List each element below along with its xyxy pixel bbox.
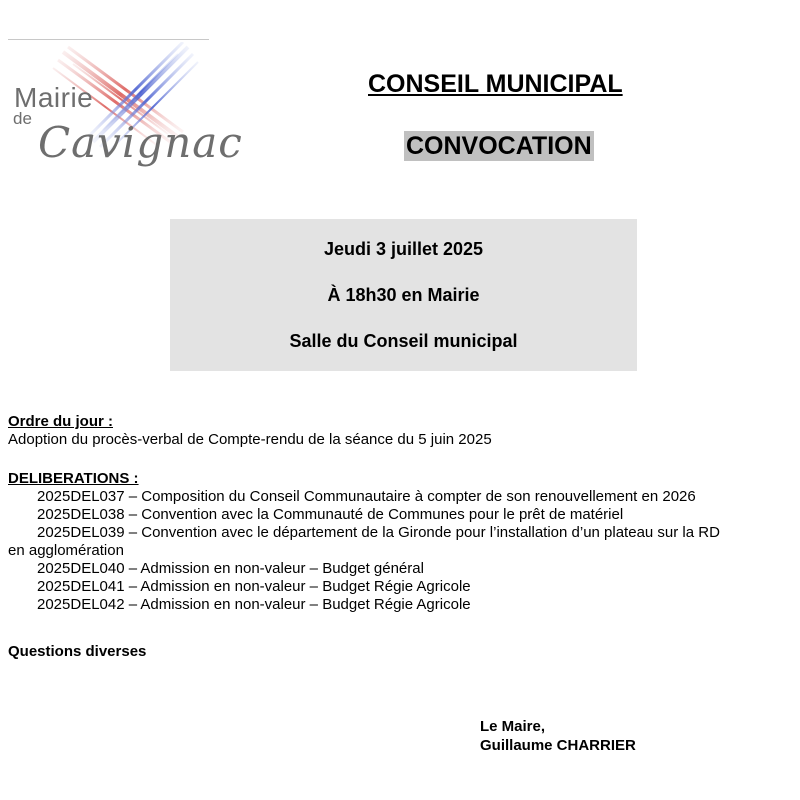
meeting-info-box — [170, 219, 637, 371]
header-divider — [8, 39, 209, 40]
deliberation-item: 2025DEL041 – Admission en non-valeur – Budget Régie Agricole — [37, 578, 471, 595]
deliberation-item: 2025DEL037 – Composition du Conseil Communautaire à compter de son renouvellement en 2026 — [37, 488, 696, 505]
deliberations-list — [8, 488, 797, 614]
agenda-heading: Ordre du jour : — [8, 413, 113, 430]
deliberation-item: 2025DEL040 – Admission en non-valeur – Budget général — [37, 560, 424, 577]
deliberation-item-continuation: en agglomération — [8, 542, 124, 559]
deliberation-item: 2025DEL038 – Convention avec la Communauté de Communes pour le prêt de matériel — [37, 506, 624, 523]
meeting-room: Salle du Conseil municipal — [289, 331, 518, 351]
document-type-label: CONVOCATION — [406, 132, 592, 160]
logo-town-name: Cavignac — [38, 118, 243, 167]
logo-word-mairie: Mairie — [14, 82, 94, 113]
logo-word-de: de — [13, 109, 32, 128]
signature-name: Guillaume CHARRIER — [480, 737, 636, 754]
meeting-date: Jeudi 3 juillet 2025 — [323, 239, 484, 259]
deliberations-heading: DELIBERATIONS : — [8, 470, 139, 487]
agenda-item: Adoption du procès-verbal de Compte-rendu de la séance du 5 juin 2025 — [8, 431, 492, 448]
misc-questions: Questions diverses — [8, 643, 147, 660]
town-logo — [8, 42, 243, 177]
page-title: CONSEIL MUNICIPAL — [368, 70, 623, 98]
meeting-time: À 18h30 en Mairie — [327, 285, 480, 305]
deliberation-item: 2025DEL042 – Admission en non-valeur – Budget Régie Agricole — [37, 596, 471, 613]
deliberation-item: 2025DEL039 – Convention avec le département de la Gironde pour l’installation d’un plateau sur la RD — [37, 524, 720, 541]
signature-title: Le Maire, — [480, 718, 546, 735]
